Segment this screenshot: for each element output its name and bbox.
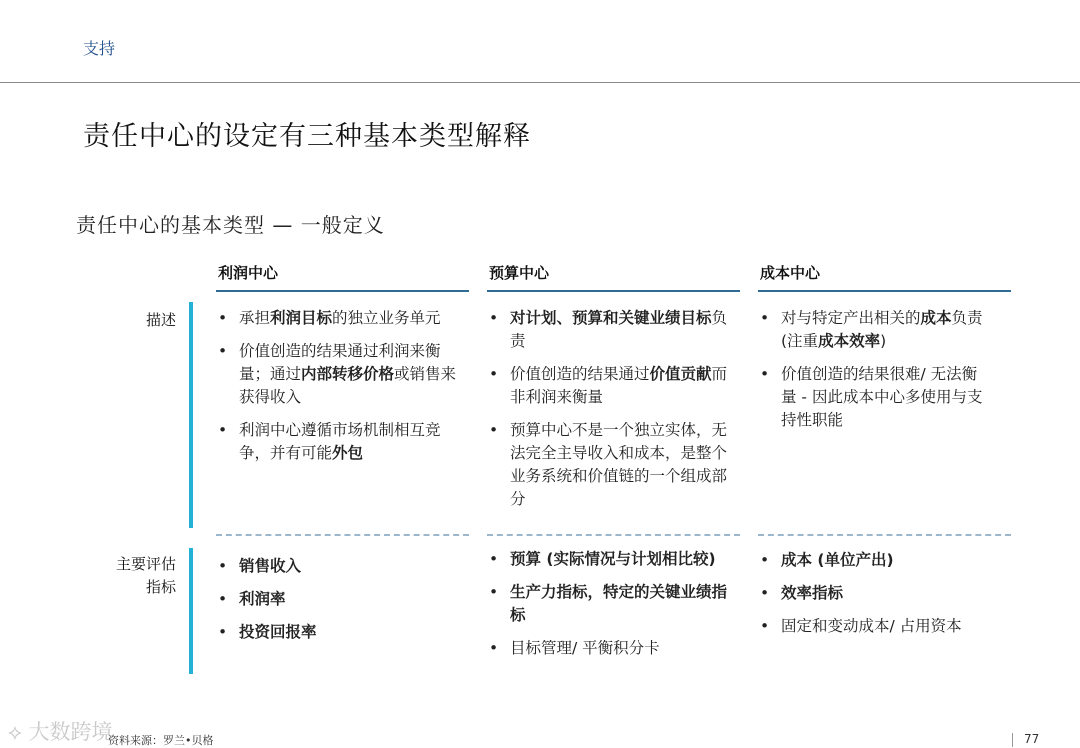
bullet-text: 标 [696,309,712,327]
bullet-text: 利润目标 [270,309,333,327]
section-label: 支持 [83,39,116,58]
row-divider-budget [487,534,740,536]
bullet-item [760,549,985,572]
column-rule-profit [216,290,469,292]
row-label-description: 描述 [145,311,176,329]
footer-separator [1012,733,1013,747]
slide-subtitle: 责任中心的基本类型 — 一般定义 [76,213,385,237]
bullet-text: 价值贡献 [649,365,712,383]
bullet-item [489,307,729,353]
bullet-text: 价值创造的结果很难/ 无法衡量 - 因此成本中心多使用与支持性职能 [781,365,983,429]
bullet-text: 承担 [239,309,271,327]
row-divider-cost [758,534,1011,536]
metrics-list-cost [760,549,985,648]
bullet-text: 预算中心不是一个独立实体，无法完全主导收入和成本，是整个业务系统和价值链的一个组成部分 [510,421,728,508]
bullet-text: 预算 (实际情况与计划相比较) [510,550,716,568]
column-header-budget-center: 预算中心 [489,264,550,282]
description-list-cost [760,307,985,442]
bullet-item [218,621,458,644]
bullet-text: 对与特定产出相关的 [781,309,921,327]
header-divider [0,82,1080,83]
row-label-metrics [90,553,176,599]
bullet-item [760,615,985,638]
bullet-text: 效率指标 [781,584,844,602]
bullet-text: 负责 (注重 [781,309,983,350]
description-list-budget [489,307,729,521]
row-accent-bar-metrics [189,548,193,674]
bullet-item [218,555,458,578]
slide-title: 责任中心的设定有三种基本类型解释 [83,121,531,152]
source-note: 资料来源：罗兰•贝格 [108,734,214,747]
bullet-text: ) [880,332,887,350]
bullet-text: 成本 [920,309,952,327]
bullet-item [760,582,985,605]
bullet-text: 价值创造的结果通过利润来衡量；通过 [239,342,441,383]
column-header-profit-center: 利润中心 [218,264,279,282]
bullet-item [760,307,985,353]
bullet-item [489,637,729,660]
row-label-metrics-line2: 指标 [145,578,176,596]
description-list-profit [218,307,458,475]
metrics-list-budget [489,548,729,670]
row-divider-profit [216,534,469,536]
bullet-item [489,363,729,409]
bullet-text: 固定和变动成本/ 占用资本 [781,617,962,635]
bullet-text: 利润中心遵循市场机制相互竞争，并有可能 [239,421,441,462]
bullet-text: 负责 [510,309,728,350]
bullet-text: 销售收入 [239,557,302,575]
metrics-list-profit [218,555,458,654]
watermark-logo: ⟡ 大数跨境 [8,720,113,744]
row-accent-bar-description [189,302,193,528]
bullet-item [218,340,458,409]
bullet-item [218,307,458,330]
bullet-item [489,548,729,571]
column-rule-cost [758,290,1011,292]
row-label-metrics-line1: 主要评估 [115,555,176,573]
bullet-text: 对计划、预算和关键业绩目 [510,309,697,327]
bullet-text: 而非利润来衡量 [510,365,728,406]
bullet-item [218,419,458,465]
bullet-text: 价值创造的结果通过 [510,365,650,383]
bullet-item [489,581,729,627]
bullet-text: 成本 (单位产出) [781,551,894,569]
bullet-text: 生产力指标，特定的关键业绩指标 [510,583,728,624]
bullet-item [218,588,458,611]
bullet-text: 外包 [332,444,364,462]
bullet-text: 内部转移价格 [301,365,395,383]
bullet-text: 的独立业务单元 [332,309,441,327]
bullet-text: 投资回报率 [239,623,317,641]
bullet-text: 成本效率 [818,332,881,350]
bullet-text: 或销售来获得收入 [239,365,457,406]
page-number: 77 [1024,732,1040,746]
bullet-item [489,419,729,511]
column-header-cost-center: 成本中心 [760,264,821,282]
bullet-text: 目标管理/ 平衡积分卡 [510,639,660,657]
bullet-text: 利润率 [239,590,286,608]
bullet-item [760,363,985,432]
column-rule-budget [487,290,740,292]
